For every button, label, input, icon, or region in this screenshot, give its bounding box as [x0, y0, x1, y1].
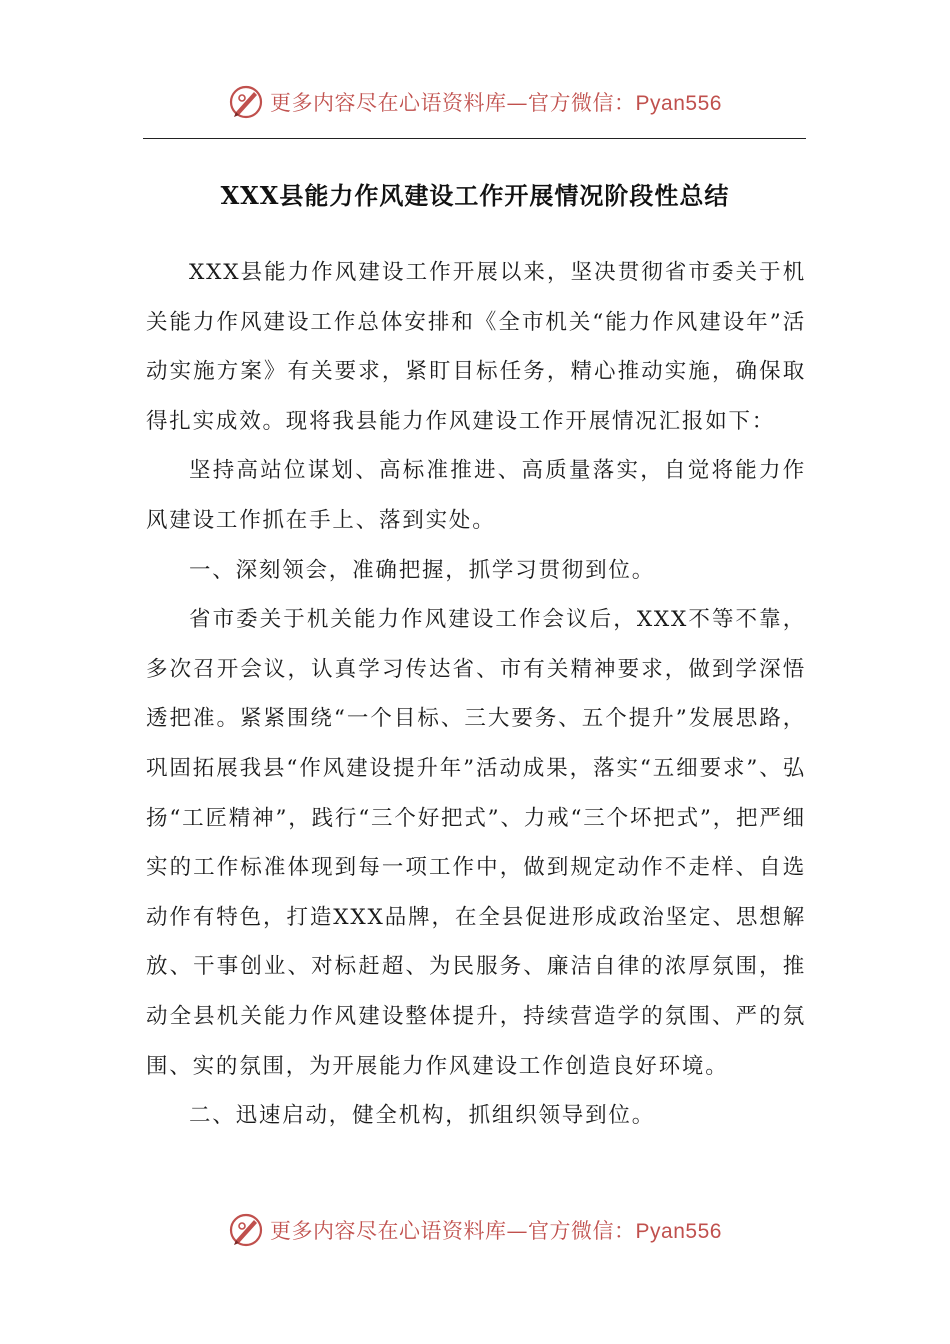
footer-watermark: [0, 1208, 950, 1252]
header-watermark: [0, 80, 950, 124]
paragraph: 坚持高站位谋划、高标准推进、高质量落实，自觉将能力作风建设工作抓在手上、落到实处。: [146, 458, 806, 533]
watermark-text: 更多内容尽在心语资料库—官方微信：Pyan556: [270, 91, 722, 115]
header-divider: [143, 138, 806, 139]
pen-logo-icon: [228, 1212, 264, 1248]
watermark-contact: Pyan556: [635, 1220, 722, 1243]
document-body: [146, 248, 806, 1141]
pen-logo-icon: [228, 84, 264, 120]
paragraph: XXX县能力作风建设工作开展以来，坚决贯彻省市委关于机关能力作风建设工作总体安排和《全市机关“能力作风建设年”活动实施方案》有关要求，紧盯目标任务，精心推动实施，确保取得扎实成效。现将我县能力作风建设工作开展情况汇报如下：: [146, 260, 806, 434]
section-heading: 二、迅速启动，健全机构，抓组织领导到位。: [189, 1103, 656, 1129]
paragraph: 省市委关于机关能力作风建设工作会议后，XXX不等不靠，多次召开会议，认真学习传达省、市有关精神要求，做到学深悟透把准。紧紧围绕“一个目标、三大要务、五个提升”发展思路，巩固拓展我县“作风建设提升年”活动成果，落实“五细要求”、弘扬“工匠精神”，践行“三个好把式”、力戒“三个坏把式”，把严细实的工作标准体现到每一项工作中，做到规定动作不走样、自选动作有特色，打造XXX品牌，在全县促进形成政治坚定、思想解放、干事创业、对标赶超、为民服务、廉洁自律的浓厚氛围，推动全县机关能力作风建设整体提升，持续营造学的氛围、严的氛围、实的氛围，为开展能力作风建设工作创造良好环境。: [146, 607, 806, 1079]
watermark-text: 更多内容尽在心语资料库—官方微信：Pyan556: [270, 1219, 722, 1243]
section-heading: 一、深刻领会，准确把握，抓学习贯彻到位。: [189, 557, 656, 583]
document-title: XXX县能力作风建设工作开展情况阶段性总结: [220, 181, 730, 210]
watermark-contact: Pyan556: [635, 92, 722, 115]
